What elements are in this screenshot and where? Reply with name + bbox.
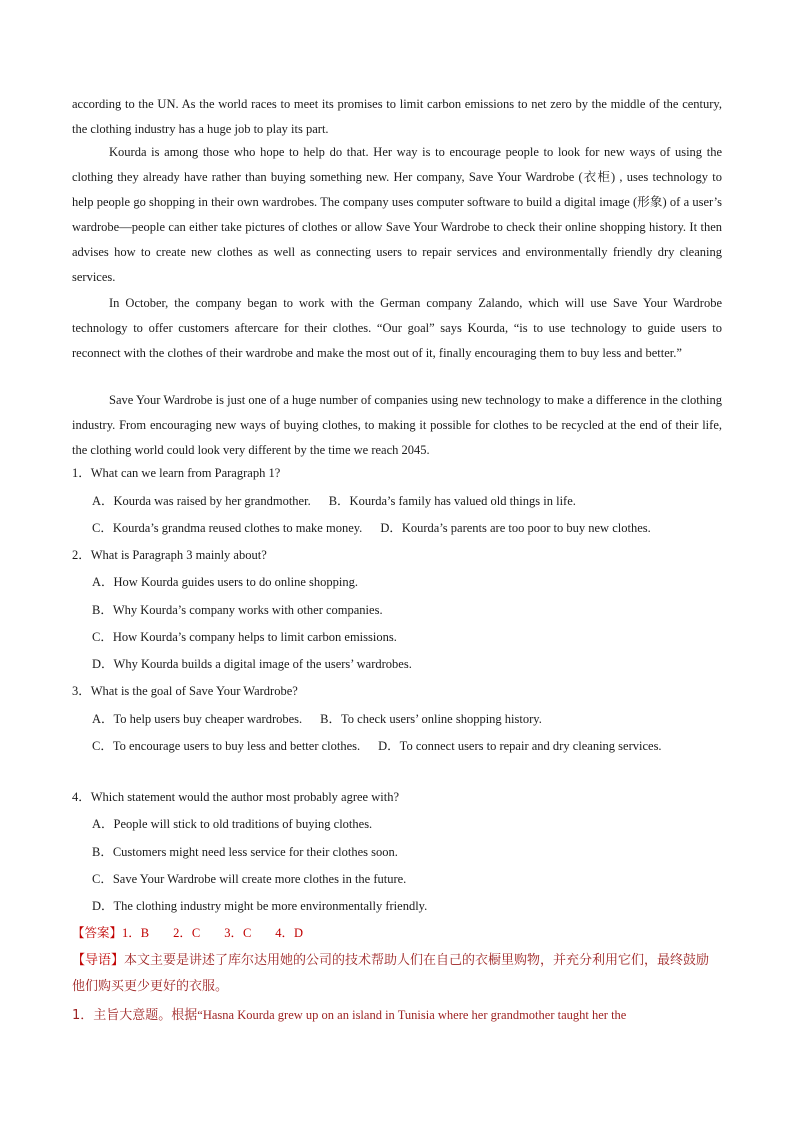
- question-4-stem: 4．Which statement would the author most probably agree with?: [72, 790, 399, 804]
- question-2-stem: 2．What is Paragraph 3 mainly about?: [72, 548, 267, 562]
- answer-line: [72, 923, 303, 943]
- guide-label: 【导语】: [72, 953, 125, 968]
- question-3-options-row-1: [92, 709, 722, 729]
- answer-item-4: 4．D: [275, 926, 304, 940]
- question-3-stem: 3．What is the goal of Save Your Wardrobe?: [72, 684, 298, 698]
- question-1-option-b[interactable]: B．Kourda’s family has valued old things in life.: [328, 494, 576, 508]
- passage-paragraph-2: Kourda is among those who hope to help do that. Her way is to encourage people to look for new ways of using the clothing they already have rather than buying something new. Her company, Save Your Wardrobe (衣柜) , uses technology to help people go shopping in their own wardrobes. The company uses computer software to build a digital image (形象) of a user’s wardrobe—people can either take pictures of clothes or allow Save Your Wardrobe to check their online shopping history. It then advises how to create new clothes as well as connecting users to repair services and environmentally friendly dry cleaning services.: [72, 145, 722, 284]
- question-1-option-a[interactable]: A．Kourda was raised by her grandmother.: [92, 494, 311, 508]
- question-2-option-b[interactable]: B．Why Kourda’s company works with other companies.: [92, 603, 383, 617]
- passage-paragraph-3: In October, the company began to work with the German company Zalando, which will use Save Your Wardrobe technology to offer customers aftercare for their clothes. “Our goal” says Kourda, “is to use technology to guide users to reconnect with the clothes of their wardrobe and make the most out of it, finally encouraging them to buy less and better.”: [72, 296, 722, 360]
- question-2-option-a[interactable]: A．How Kourda guides users to do online shopping.: [92, 575, 358, 589]
- answer-item-2: 2．C: [173, 926, 201, 940]
- question-3-option-b[interactable]: B．To check users’ online shopping history.: [320, 712, 542, 726]
- question-1-options-row-2: [92, 518, 722, 538]
- question-1-options-row-1: [92, 491, 722, 511]
- question-4-option-d[interactable]: D．The clothing industry might be more environmentally friendly.: [92, 899, 428, 913]
- answer-item-3: 3．C: [224, 926, 252, 940]
- analysis-prefix: 1．主旨大意题。根据: [72, 1008, 198, 1023]
- question-2-option-d[interactable]: D．Why Kourda builds a digital image of the users’ wardrobes.: [92, 657, 412, 671]
- passage-paragraph-4: Save Your Wardrobe is just one of a huge number of companies using new technology to make a difference in the clothing industry. From encouraging new ways of buying clothes, to making it possible for clothes to be recycled at the end of their life, the clothing world could look very different by the time we reach 2045.: [72, 393, 722, 457]
- question-4-option-b[interactable]: B．Customers might need less service for their clothes soon.: [92, 845, 398, 859]
- question-1-stem: 1．What can we learn from Paragraph 1?: [72, 466, 281, 480]
- question-3-option-a[interactable]: A．To help users buy cheaper wardrobes.: [92, 712, 303, 726]
- analysis-quote: “Hasna Kourda grew up on an island in Tunisia where her grandmother taught her the: [197, 1008, 627, 1022]
- question-1-option-c[interactable]: C．Kourda’s grandma reused clothes to make money.: [92, 521, 363, 535]
- answer-item-1: 1．B: [122, 926, 150, 940]
- answer-label: 【答案】: [72, 925, 123, 940]
- question-1-option-d[interactable]: D．Kourda’s parents are too poor to buy new clothes.: [380, 521, 651, 535]
- guide-text: 本文主要是讲述了库尔达用她的公司的技术帮助人们在自己的衣橱里购物，并充分利用它们，最终鼓励他们购买更少更好的衣服。: [72, 953, 710, 994]
- analysis-line-1: [72, 1005, 722, 1026]
- question-3-option-c[interactable]: C．To encourage users to buy less and better clothes.: [92, 739, 361, 753]
- guide-paragraph: [72, 948, 722, 1000]
- passage-paragraph-1-end: according to the UN. As the world races to meet its promises to limit carbon emissions to net zero by the middle of the century, the clothing industry has a huge job to play its part.: [72, 97, 722, 136]
- question-4-option-c[interactable]: C．Save Your Wardrobe will create more clothes in the future.: [92, 872, 407, 886]
- question-4-option-a[interactable]: A．People will stick to old traditions of buying clothes.: [92, 817, 373, 831]
- question-3-options-row-2: [92, 736, 722, 756]
- question-3-option-d[interactable]: D．To connect users to repair and dry cleaning services.: [378, 739, 662, 753]
- question-2-option-c[interactable]: C．How Kourda’s company helps to limit carbon emissions.: [92, 630, 397, 644]
